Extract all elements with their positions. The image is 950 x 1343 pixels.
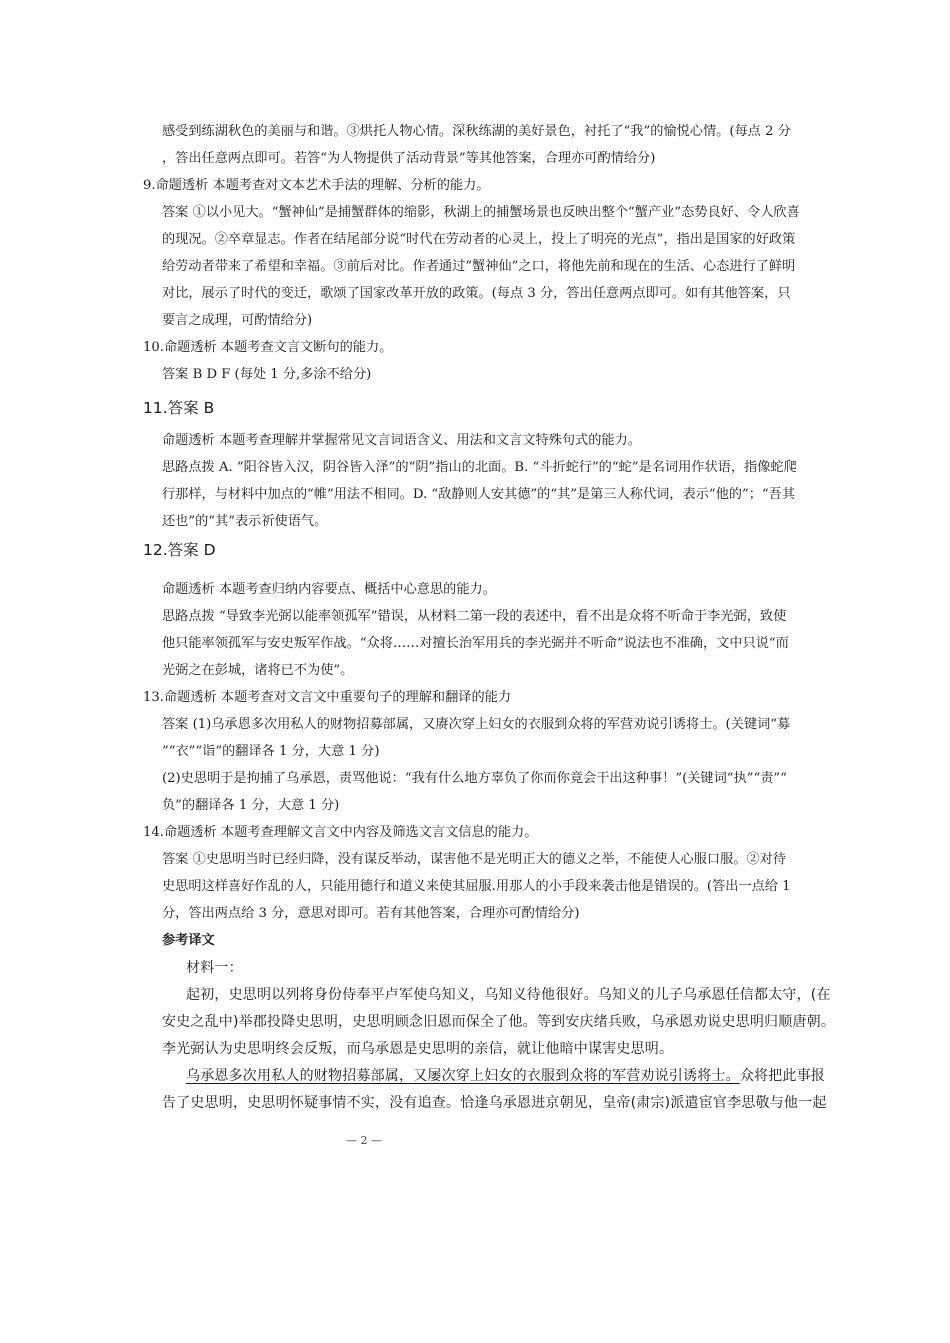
text-line: 感受到练湖秋色的美丽与和谐。③烘托人物心情。深秋练湖的美好景色，衬托了“我”的愉悦心情。(每点 2 分 <box>162 124 791 139</box>
translation-line: 李光弼认为史思明终会反叛，而乌承恩是史思明的亲信，就让他暗中谋害史思明。 <box>162 1041 674 1057</box>
document-page: 感受到练湖秋色的美丽与和谐。③烘托人物心情。深秋练湖的美好景色，衬托了“我”的愉悦心情。(每点 2 分 ，答出任意两点即可。若答“为人物提供了活动背景”等其他答案，合理亦可酌情给分) 9.命题透析 本题考查对文本艺术手法的理解、分析的能力。 答案 ①以小见大。“蟹神仙”是捕蟹群体的缩影，秋湖上的捕蟹场景也反映出整个“蟹产业”态势良好、令人欣喜 的现况。②卒章显志。作者在结尾部分说“时代在劳动者的心灵上，投上了明亮的光点”，指出是国家的好政策 给劳动者带来了希望和幸福。③前后对比。作者通过“蟹神仙”之口，将他先前和现在的生活、心态进行了鲜明 对比，展示了时代的变迁，歌颂了国家改革开放的政策。(每点 3 分，答出任意两点即可。如有其他答案，只 要言之成理，可酌情给分) 10.命题透析 本题考查文言文断句的能力。 答案 B D F (每处 1 分,多涂不给分) 11.答案 B 命题透析 本题考查理解并掌握常见文言词语含义、用法和文言文特殊句式的能力。 思路点拨 A. “阳谷皆入汉，阴谷皆入泽”的“阴”指山的北面。B. “斗折蛇行”的“蛇”是名词用作状语，指像蛇爬 行那样，与材料中加点的“帷”用法不相同。D. “敌静则人安其德”的“其”是第三人称代词，表示“他的”；“吾其 还也”的“其”表示祈使语气。 12.答案 D 命题透析 本题考查归纳内容要点、概括中心意思的能力。 思路点拨 “导致李光弼以能率领孤军”错误，从材料二第一段的表述中，看不出是众将不听命于李光弼，致使 他只能率领孤军与安史叛军作战。“众将……对擅长治军用兵的李光弼并不听命”说法也不准确，文中只说“而 光弼之在彭城，诸将已不为使”。 13.命题透析 本题考查对文言文中重要句子的理解和翻译的能力 答案 (1)乌承恩多次用私人的财物招募部属，又赓次穿上妇女的衣服到众将的军营劝说引诱将士。(关键词“募 ”“衣”“诣”的翻译各 1 分，大意 1 分) (2)史思明于是拘捕了乌承恩，责骂他说：“我有什么地方辜负了你而你竟会干出这种事！”(关键词“执”“责”“ 负”的翻译各 1 分，大意 1 分) 14.命题透析 本题考查理解文言文中内容及筛选文言文信息的能力。 答案 ①史思明当时已经归降，没有谋反举动，谋害他不是光明正大的德义之举，不能使人心服口服。②对待 史思明这样喜好作乱的人，只能用德行和道义来使其屈服.用那人的小手段来袭击他是错误的。(答出一点给 1 分，答出两点给 3 分，意思对即可。若有其他答案，合理亦可酌情给分) 参考译文 材料一： 起初，史思明以列将身份侍奉平卢军使乌知义，乌知义待他很好。乌知义的儿子乌承恩任信都太守，(在 安史之乱中)举郡投降史思明，史思明顾念旧恩而保全了他。等到安庆绪兵败，乌承恩劝说史思明归顺唐朝。 李光弼认为史思明终会反叛，而乌承恩是史思明的亲信，就让他暗中谋害史思明。 乌承恩多次用私人的财物招募部属，又屡次穿上妇女的衣服到众将的军营劝说引诱将士。众将把此事报 告了史思明，史思明怀疑事情不实，没有追查。恰逢乌承恩进京朝见，皇帝(肃宗)派遣宦官李思敬与他一起 — 2 — <box>143 124 836 1147</box>
text-line: 史思明这样喜好作乱的人，只能用德行和道义来使其屈服.用那人的小手段来袭击他是错误的。(答出一点给 1 <box>162 879 791 894</box>
text-line: 行那样，与材料中加点的“帷”用法不相同。D. “敌静则人安其德”的“其”是第三人称代词，表示“他的”；“吾其 <box>162 487 796 502</box>
translation-line-tail: 众将把此事报 <box>739 1068 826 1084</box>
text-line: 对比，展示了时代的变迁，歌颂了国家改革开放的政策。(每点 3 分，答出任意两点即可。如有其他答案，只 <box>162 286 791 301</box>
question-heading: 13.命题透析 本题考查对文言文中重要句子的理解和翻译的能力 <box>143 690 512 705</box>
text-line: 答案 (1)乌承恩多次用私人的财物招募部属，又赓次穿上妇女的衣服到众将的军营劝说引诱将士。(关键词“募 <box>162 717 791 732</box>
text-line: 还也”的“其”表示祈使语气。 <box>162 514 328 529</box>
material-label: 材料一： <box>186 960 243 976</box>
text-line: 答案 ①史思明当时已经归降，没有谋反举动，谋害他不是光明正大的德义之举，不能使人心服口服。②对待 <box>162 852 787 867</box>
text-line: 光弼之在彭城，诸将已不为使”。 <box>162 663 354 678</box>
question-heading: 14.命题透析 本题考查理解文言文中内容及筛选文言文信息的能力。 <box>143 825 538 840</box>
section-heading: 参考译文 <box>162 933 215 948</box>
text-line: 要言之成理，可酌情给分) <box>162 313 313 328</box>
underlined-sentence: 乌承恩多次用私人的财物招募部属，又屡次穿上妇女的衣服到众将的军营劝说引诱将士。 <box>186 1068 740 1084</box>
text-line: ，答出任意两点即可。若答“为人物提供了活动背景”等其他答案，合理亦可酌情给分) <box>162 151 656 166</box>
text-line: 的现况。②卒章显志。作者在结尾部分说“时代在劳动者的心灵上，投上了明亮的光点”，指出是国家的好政策 <box>162 232 796 247</box>
question-heading: 10.命题透析 本题考查文言文断句的能力。 <box>143 340 393 355</box>
text-line: 他只能率领孤军与安史叛军作战。“众将……对擅长治军用兵的李光弼并不听命”说法也不准确，文中只说“而 <box>162 636 789 651</box>
text-line: 给劳动者带来了希望和幸福。③前后对比。作者通过“蟹神仙”之口，将他先前和现在的生活、心态进行了鲜明 <box>162 259 796 274</box>
answer-heading: 11.答案 B <box>143 399 215 417</box>
translation-line: 告了史思明，史思明怀疑事情不实，没有追查。恰逢乌承恩进京朝见，皇帝(肃宗)派遣宦官李思敬与他一起 <box>162 1095 827 1111</box>
text-line: 命题透析 本题考查归纳内容要点、概括中心意思的能力。 <box>162 582 496 597</box>
text-line: 思路点拨 A. “阳谷皆入汉，阴谷皆入泽”的“阴”指山的北面。B. “斗折蛇行”的“蛇”是名词用作状语，指像蛇爬 <box>162 460 797 475</box>
text-line: 命题透析 本题考查理解并掌握常见文言词语含义、用法和文言文特殊句式的能力。 <box>162 433 641 448</box>
translation-line: 起初，史思明以列将身份侍奉平卢军使乌知义，乌知义待他很好。乌知义的儿子乌承恩任信都太守，(在 <box>186 987 831 1003</box>
text-line: 答案 B D F (每处 1 分,多涂不给分) <box>162 367 372 382</box>
text-line: 分，答出两点给 3 分，意思对即可。若有其他答案，合理亦可酌情给分) <box>162 906 580 921</box>
text-line: (2)史思明于是拘捕了乌承恩，责骂他说：“我有什么地方辜负了你而你竟会干出这种事！”(关键词“执”“责”“ <box>162 771 787 786</box>
text-line: 思路点拨 “导致李光弼以能率领孤军”错误，从材料二第一段的表述中，看不出是众将不听命于李光弼，致使 <box>162 609 787 624</box>
text-line: ”“衣”“诣”的翻译各 1 分，大意 1 分) <box>162 744 380 759</box>
answer-heading: 12.答案 D <box>143 541 216 559</box>
text-line: 答案 ①以小见大。“蟹神仙”是捕蟹群体的缩影，秋湖上的捕蟹场景也反映出整个“蟹产业”态势良好、令人欣喜 <box>162 205 800 220</box>
question-heading: 9.命题透析 本题考查对文本艺术手法的理解、分析的能力。 <box>143 178 490 193</box>
translation-line: 安史之乱中)举郡投降史思明，史思明顾念旧恩而保全了他。等到安庆绪兵败，乌承恩劝说史思明归顺唐朝。 <box>162 1014 836 1030</box>
text-line: 负”的翻译各 1 分，大意 1 分) <box>162 798 340 813</box>
translation-line <box>186 1067 825 1085</box>
